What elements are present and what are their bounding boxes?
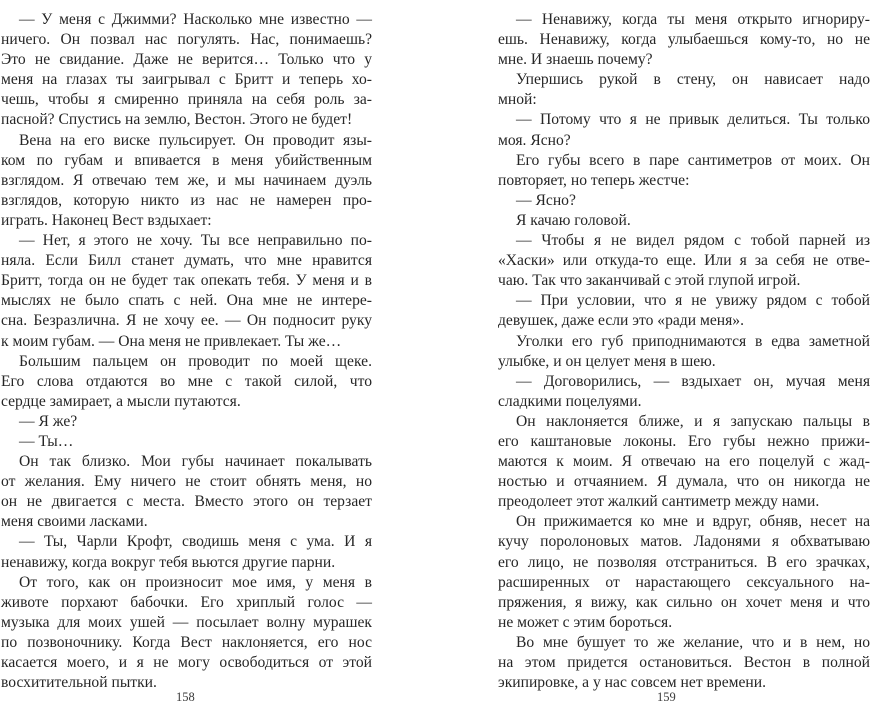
text-line: его каштановые локоны. Его губы нежно прижи- bbox=[498, 432, 870, 450]
text-line: расширенных от нарастающего сексуального на- bbox=[498, 573, 870, 591]
text-line: он не двигается с места. Вместо этого он терзает bbox=[1, 493, 372, 511]
text-line: ешь. Ненавижу, когда улыбаешься кому-то, но не bbox=[498, 31, 870, 49]
text-line: взглядов, которую никто из нас не намерен про- bbox=[1, 191, 372, 209]
text-line: восхитительной пытки. bbox=[1, 674, 157, 692]
text-line: Он так близко. Мои губы начинает покалывать bbox=[19, 453, 372, 471]
text-line: — Ясно? bbox=[516, 191, 576, 209]
text-line: Упершись рукой в стену, он нависает надо bbox=[516, 71, 870, 89]
text-line: меня своими ласками. bbox=[1, 513, 148, 531]
text-line: пряжения, я вижу, как сильно он хочет меня и что bbox=[498, 593, 870, 611]
text-line: к моим губам. — Она меня не привлекает. Ты же… bbox=[1, 332, 342, 350]
text-line: сердце замирает, а мысли путаются. bbox=[1, 392, 241, 410]
right-page-text bbox=[498, 10, 870, 693]
text-line: девушек, даже если это «ради меня». bbox=[498, 312, 744, 330]
text-line: Он наклоняется ближе, и я запускаю пальцы в bbox=[516, 412, 870, 430]
text-line: ностью и отчаянием. Я думала, что он никогда не bbox=[498, 473, 870, 491]
text-line: чешь, чтобы я смиренно приняла на себя роль за- bbox=[1, 91, 372, 109]
text-line: экипировке, а у нас совсем нет времени. bbox=[498, 674, 766, 692]
text-line: сладкими поцелуями. bbox=[498, 392, 642, 410]
text-line: — Ненавижу, когда ты меня открыто игнориру- bbox=[516, 11, 870, 28]
text-line: — Нет, я этого не хочу. Ты все неправильно по- bbox=[19, 232, 372, 250]
text-line: мне. И знаешь почему? bbox=[498, 51, 653, 69]
text-line: моя. Ясно? bbox=[498, 131, 571, 149]
text-line: ничего. Он позвал нас погулять. Нас, понимаешь? bbox=[1, 31, 372, 49]
text-line: Бритт, тогда он не будет так опекать тебя. У меня и в bbox=[1, 272, 372, 290]
text-line: ненавижу, когда вокруг тебя вьются другие парни. bbox=[1, 553, 336, 571]
text-line: Большим пальцем он проводит по моей щеке. bbox=[19, 352, 372, 370]
text-line: сна. Безразлична. Я не хочу ее. — Он подносит руку bbox=[1, 312, 372, 330]
text-line: Это не свидание. Даже не верится… Только что у bbox=[1, 51, 372, 69]
text-line: пасной? Спустись на землю, Вестон. Этого не будет! bbox=[1, 111, 353, 129]
text-line: ком по губам и впивается в меня убийственным bbox=[1, 151, 372, 169]
text-line: — Ты, Чарли Крофт, сводишь меня с ума. И я bbox=[19, 533, 372, 551]
text-line: Уголки его губ приподнимаются в едва заметной bbox=[516, 332, 870, 350]
right-page bbox=[436, 0, 872, 710]
text-line: чаю. Так что заканчивай с этой глупой игрой. bbox=[498, 272, 801, 290]
text-line: Я качаю головой. bbox=[516, 211, 631, 229]
text-line: няла. Если Билл станет думать, что мне нравится bbox=[1, 252, 372, 270]
text-line: его лицо, не позволяя отстраниться. В его зрачках, bbox=[498, 553, 870, 571]
text-line: по позвоночнику. Когда Вест наклоняется, его нос bbox=[1, 633, 372, 651]
text-line: не может с этим бороться. bbox=[498, 613, 673, 631]
text-line: касается моего, и я не могу освободиться от этой bbox=[1, 654, 372, 671]
text-line: повторяет, но теперь жестче: bbox=[498, 171, 690, 189]
text-line: меня на глазах ты заигрывал с Бритт и теперь хо- bbox=[1, 71, 372, 89]
left-page-text bbox=[1, 10, 372, 693]
text-line: на этом придется остановиться. Вестон в полной bbox=[498, 654, 870, 671]
text-line: — Я же? bbox=[19, 412, 78, 430]
text-line: играть. Наконец Вест вздыхает: bbox=[1, 211, 212, 229]
text-line: — Потому что я не привык делиться. Ты только bbox=[516, 111, 870, 129]
text-line: преодолеет этот жалкий сантиметр между нами. bbox=[498, 493, 820, 511]
text-line: Вена на его виске пульсирует. Он проводит язы- bbox=[19, 131, 372, 149]
text-line: — У меня с Джимми? Насколько мне известно — bbox=[19, 11, 372, 28]
text-line: — Ты… bbox=[19, 432, 74, 450]
text-line: Его слова отдаются во мне с такой силой, что bbox=[1, 372, 372, 390]
text-line: — Чтобы я не видел рядом с тобой парней из bbox=[516, 232, 870, 250]
text-line: «Хаски» или откуда-то еще. Или я за себя не отве- bbox=[498, 252, 870, 270]
text-line: — Договорились, — вздыхает он, мучая меня bbox=[516, 372, 870, 390]
text-line: Он прижимается ко мне и вдруг, обняв, несет на bbox=[516, 513, 870, 531]
text-line: маются к моим. Я отвечаю на его поцелуй с жад- bbox=[498, 453, 870, 471]
text-line: взглядом. Я отвечаю тем же, и мы начинаем дуэль bbox=[1, 171, 372, 189]
text-line: мыслях не было спать с ней. Она мне не интере- bbox=[1, 292, 372, 310]
text-line: Его губы всего в паре сантиметров от моих. Он bbox=[516, 151, 870, 169]
text-line: — При условии, что я не увижу рядом с тобой bbox=[516, 292, 870, 310]
text-line: мной: bbox=[498, 91, 537, 109]
text-line: От того, как он произносит мое имя, у меня в bbox=[19, 573, 372, 591]
left-page-number: 158 bbox=[176, 690, 195, 704]
text-line: животе порхают бабочки. Его хриплый голос — bbox=[1, 593, 372, 611]
text-line: музыка для моих ушей — посылает волну мурашек bbox=[1, 613, 372, 631]
text-line: от желания. Ему ничего не стоит обнять меня, но bbox=[1, 473, 372, 491]
right-page-number: 159 bbox=[657, 690, 676, 704]
text-line: улыбке, и он целует меня в шею. bbox=[498, 352, 716, 370]
text-line: Во мне бушует то же желание, что и в нем, но bbox=[516, 633, 870, 651]
text-line: кучу поролоновых матов. Ладонями я обхватываю bbox=[498, 533, 870, 551]
